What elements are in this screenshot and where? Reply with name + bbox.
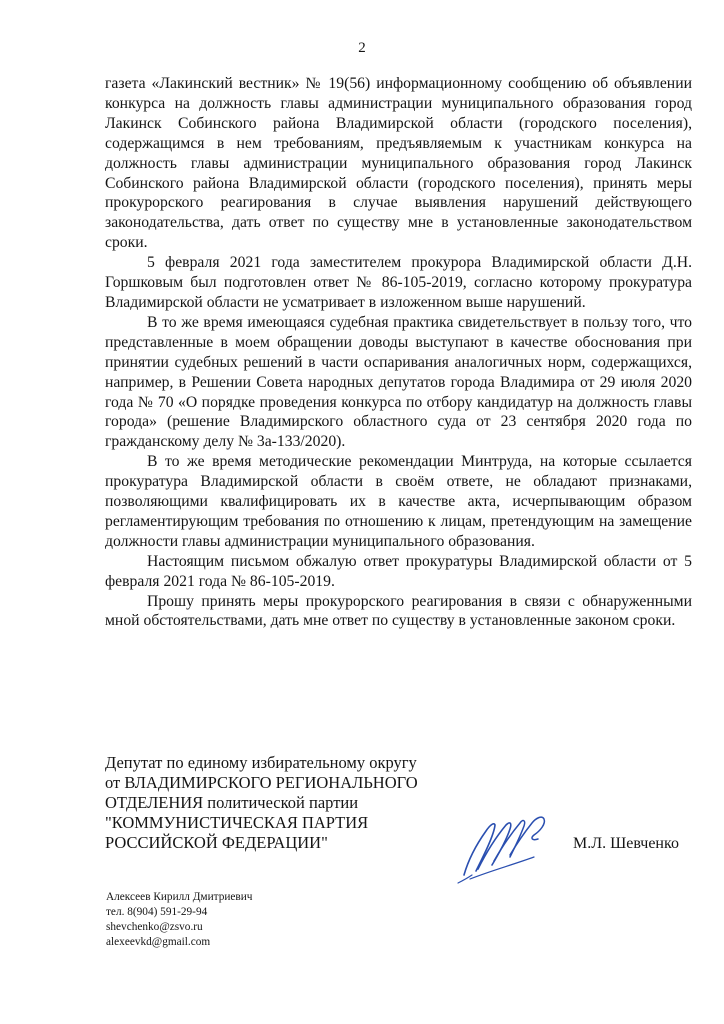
contact-email[interactable]: alexeevkd@gmail.com	[106, 936, 211, 948]
signature-line: ОТДЕЛЕНИЯ политической партии	[105, 792, 359, 812]
contacts-block	[106, 890, 252, 950]
contact-email[interactable]: shevchenko@zsvo.ru	[106, 921, 203, 933]
contact-phone: тел. 8(904) 591-29-94	[106, 906, 208, 918]
handwritten-signature	[450, 795, 560, 887]
paragraph-continuation: газета «Лакинский вестник» № 19(56) информационному сообщению об объявлении конкурса на должность главы администрации муниципального образования город Лакинск Собинского района Владимирской области (городского поселения), содержащимся в нем требованиям, предъявляемым к участникам конкурса на должность главы администрации муниципального образования город Лакинск Собинского района Владимирской области (городского поселения), принять меры прокурорского реагирования в случае выявления нарушений действующего законодательства, дать ответ по существу мне в установленные законодательством сроки.	[105, 75, 692, 252]
page-number: 2	[358, 40, 366, 56]
contact-name: Алексеев Кирилл Дмитриевич	[106, 891, 253, 903]
signature-line: РОССИЙСКОЙ ФЕДЕРАЦИИ"	[105, 832, 328, 852]
signature-line: "КОММУНИСТИЧЕСКАЯ ПАРТИЯ	[105, 812, 369, 832]
signature-line: Депутат по единому избирательному округу	[105, 753, 417, 772]
paragraph-prosecutor-response: 5 февраля 2021 года заместителем прокурора Владимирской области Д.Н. Горшковым был подготовлен ответ № 86-105-2019, согласно которому прокуратура Владимирской области не усматривает в изложенном выше нарушений.	[105, 254, 692, 311]
paragraph-request: Прошу принять меры прокурорского реагирования в связи с обнаруженными мной обстоятельствами, дать мне ответ по существу в установленные законом сроки.	[105, 592, 692, 630]
paragraph-appeal: Настоящим письмом обжалую ответ прокуратуры Владимирской области от 5 февраля 2021 года № 86-105-2019.	[105, 552, 692, 590]
signature-line: от ВЛАДИМИРСКОГО РЕГИОНАЛЬНОГО	[105, 772, 418, 792]
letter-body	[105, 74, 692, 631]
signature-block	[105, 753, 465, 853]
paragraph-mintrud-recommendations: В то же время методические рекомендации Минтруда, на которые ссылается прокуратура Владимирской области в своём ответе, не обладают признаками, позволяющими квалифицировать их в качестве акта, исчерпывающим образом регламентирующим требования по отношению к лицам, претендующим на замещение должности главы администрации муниципального образования.	[105, 453, 692, 550]
paragraph-judicial-practice: В то же время имеющаяся судебная практика свидетельствует в пользу того, что представленные в моем обращении доводы выступают в качестве обоснования при принятии судебных решений в части оспаривания аналогичных норм, содержащихся, например, в Решении Совета народных депутатов города Владимира от 29 июля 2020 года № 70 «О порядке проведения конкурса по отбору кандидатур на должность главы города» (решение Владимирского областного суда от 23 сентября 2020 года по гражданскому делу № 3а-133/2020).	[105, 313, 692, 451]
signer-name: М.Л. Шевченко	[573, 835, 679, 852]
